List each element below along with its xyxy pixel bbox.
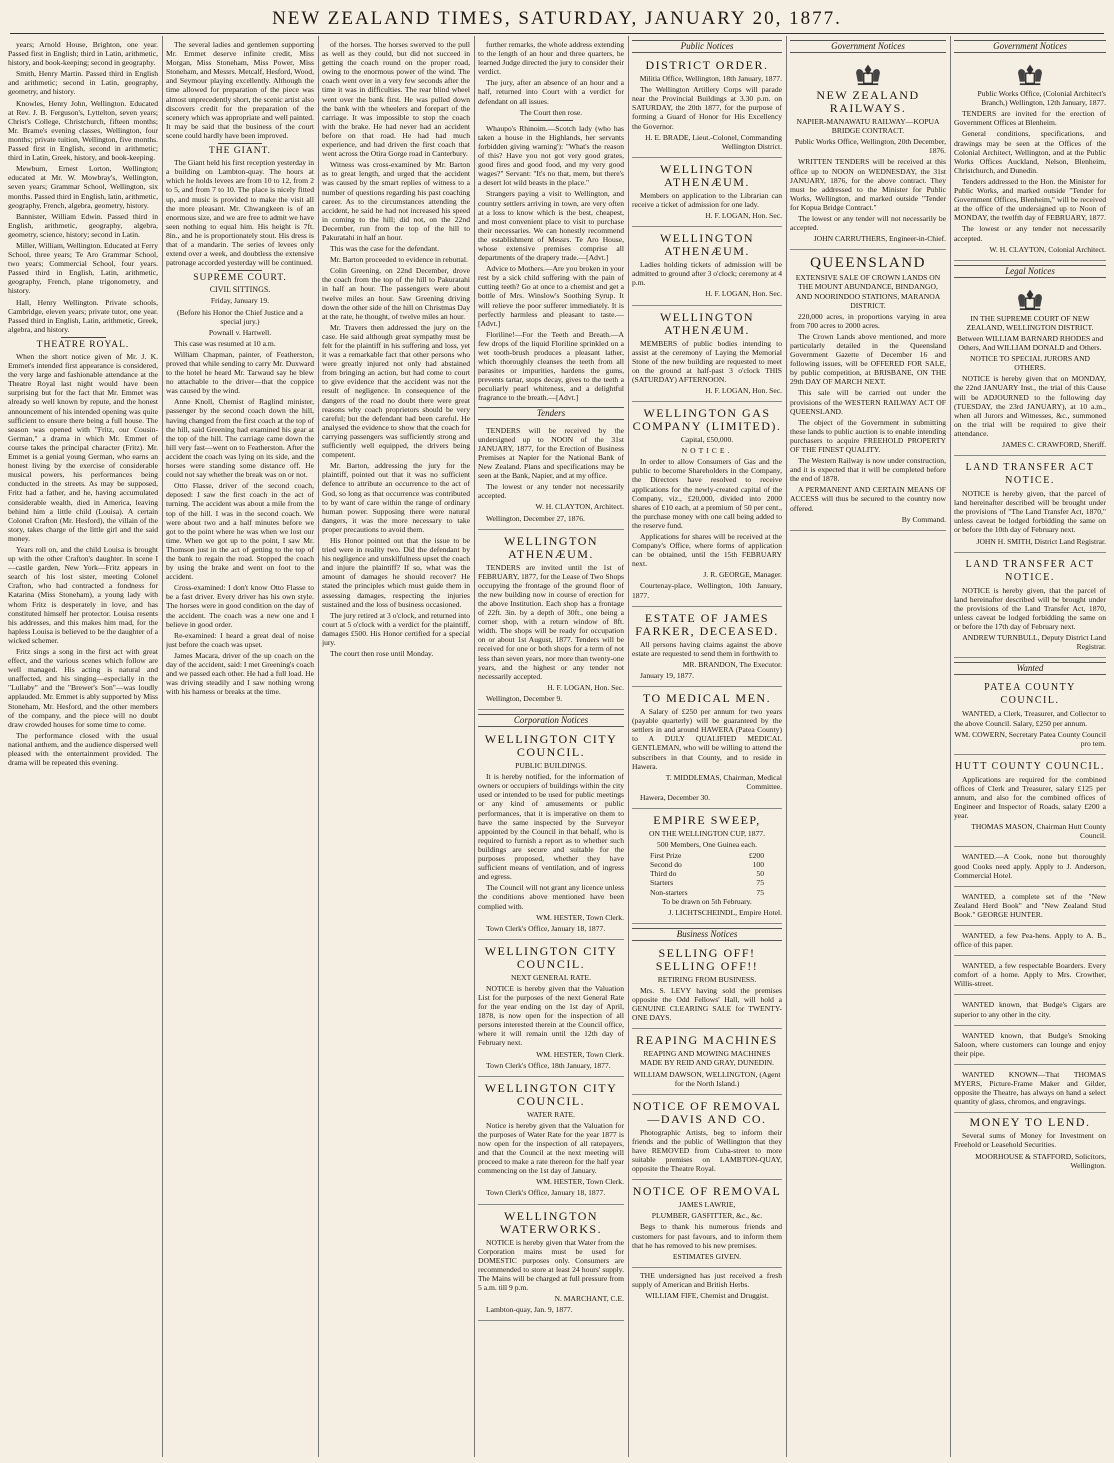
paragraph: WANTED, a complete set of the "New Zealand Herd Book" and "New Zealand Stud Book." GEORGE HUNTER. xyxy=(954,891,1106,919)
paragraph: Applications are required for the combined offices of Clerk and Treasurer, salary £125 per annum, and also for the combined offices of Engineer and Inspector of Roads, salary £200 a year. xyxy=(954,774,1106,821)
ad-title: NEW ZEALAND RAILWAYS. xyxy=(816,88,920,116)
signature: JOHN CARRUTHERS, Engineer-in-Chief. xyxy=(813,234,946,244)
court-heading: SUPREME COURT. xyxy=(193,273,287,284)
paragraph: 220,000 acres, in proportions varying in area from 700 acres to 2000 acres. xyxy=(790,311,946,330)
ad-title: WELLINGTON CITY COUNCIL. xyxy=(484,1080,618,1108)
paragraph: The performance closed with the usual national anthem, and the audience dispersed well pleased with the entertainment provided. The drama will be repeated this evening. xyxy=(8,730,158,768)
paragraph: MEMBERS of public bodies intending to assist at the ceremony of Laying the Memorial Stone of the new building are requested to meet on the ground at half-past 3 o'clock THIS (SATURDAY) AFTERNOON. xyxy=(632,338,782,384)
paragraph: In order to allow Consumers of Gas and the public to become Shareholders in the Company, the Directors have resolved to receive applications for the newly-created capital of the Company, viz., £20,000, divided into 2000 shares of £10 each, at a premium of 50 per cent., the purchase money with one call being added to the reserve fund. xyxy=(632,457,782,530)
masthead: NEW ZEALAND TIMES, SATURDAY, JANUARY 20, 1877. xyxy=(272,8,842,29)
column-7 xyxy=(954,40,1106,1457)
paragraph: WRITTEN TENDERS will be received at this office up to NOON on WEDNESDAY, the 31st JANUARY, 1876, for the above contract. They must be addressed to the Minister for Public Works, Wellington, and marked outside "Tender for Kopua Bridge Contract." xyxy=(790,157,946,212)
column-divider xyxy=(318,36,319,1457)
tender-ad xyxy=(478,424,624,530)
paragraph: Smith, Henry Martin. Passed third in English and arithmetic; second in Latin, geography, geometry, and history. xyxy=(8,69,158,97)
wanted-ad xyxy=(954,1029,1106,1065)
gas-company-ad xyxy=(632,405,782,607)
water-rate-ad xyxy=(478,1080,624,1205)
paragraph: This was the case for the defendant. xyxy=(330,244,440,254)
paragraph: The Council will not grant any licence unless the conditions above mentioned have been complied with. xyxy=(478,883,624,911)
ad-title: IN THE SUPREME COURT OF NEW ZEALAND, WELLINGTON DISTRICT. xyxy=(966,313,1094,332)
divider xyxy=(529,120,573,121)
prize-value: 75 xyxy=(756,878,764,888)
column-3 xyxy=(322,40,470,1457)
royal-crest-icon xyxy=(851,61,885,87)
ad-subtitle: Between WILLIAM BARNARD RHODES and Others, And WILLIAM DONALD and Others. xyxy=(956,333,1104,353)
court-subheading: CIVIL SITTINGS. xyxy=(209,285,271,295)
paragraph: Floriline!—For the Teeth and Breath.—A few drops of the liquid Floriline sprinkled on a wet tooth-brush produces a pleasant lather, which thoroughly cleanses the teeth from all parasites or impurities, hardens the gums, prevents tartar, stops decay, gives to the teeth a peculiarly pearl whiteness, and a delightful fragrance to the breath.—[Advt.] xyxy=(478,329,624,403)
royal-crest-icon xyxy=(1013,286,1047,312)
ad-subtitle: ON THE WELLINGTON CUP, 1877. xyxy=(648,828,765,838)
signature: MOORHOUSE & STAFFORD, Solicitors, Wellington. xyxy=(975,1151,1106,1170)
signature: WM. COWERN, Secretary Patea County Council pro tem. xyxy=(954,729,1106,748)
masthead-rule xyxy=(10,33,1104,34)
section-header-government: Government Notices xyxy=(790,40,946,53)
paragraph: NOTICE is hereby given that Water from the Corporation mains must be used for DOMESTIC purposes only. Consumers are recommended to store at least 24 hours' supply. The Mains will be charged at full pressure from 5 a.m. till 9 p.m. xyxy=(478,1237,624,1293)
signature: WM. HESTER, Town Clerk. xyxy=(536,1177,624,1187)
paragraph: The object of the Government in submitting these lands to public auction is to enable intending purchasers to acquire FREEHOLD PROPERTY OF THE FINEST QUALITY. xyxy=(790,417,946,454)
prize-row xyxy=(650,878,764,887)
paragraph: TENDERS will be received by the undersigned up to NOON of the 31st JANUARY, 1877, for the Erection of Business Premises at Napier for the National Bank of New Zealand. Plans and specifications may be seen at the Bank, Napier, and at my office. xyxy=(478,425,624,481)
signature: MR. BRANDON, The Executor. xyxy=(682,659,782,669)
land-transfer-ad xyxy=(954,556,1106,659)
paragraph: This sale will be carried out under the provisions of the WESTERN RAILWAY ACT OF QUEENSLAND. xyxy=(790,388,946,416)
divider xyxy=(218,143,262,144)
date-line: Militia Office, Wellington, 18th January, 1877. xyxy=(639,74,782,84)
date-line: Town Clerk's Office, January 18, 1877. xyxy=(486,923,606,933)
date-line: January 19, 1877. xyxy=(640,670,694,680)
column-divider xyxy=(162,36,163,1457)
date-line: Wellington, December 9. xyxy=(486,693,563,703)
exam-results xyxy=(8,40,158,334)
signature: WM. HESTER, Town Clerk. xyxy=(536,1049,624,1059)
paragraph: A Salary of £250 per annum for two years (payable quarterly) will be guaranteed by the settlers in and around HAWERA (Patea County) to A DULY QUALIFIED MEDICAL GENTLEMAN, who will be willing to attend the subscribers in that County, and to reside in Hawera. xyxy=(632,707,782,771)
column-4 xyxy=(478,40,624,1457)
ad-title: PATEA COUNTY COUNCIL. xyxy=(984,682,1076,707)
column-divider xyxy=(628,36,629,1457)
paragraph: Mrs. S. LEVY having sold the premises opposite the Odd Fellows' Hall, will hold a GENUINE CLEARING SALE for TWENTY-ONE DAYS. xyxy=(632,986,782,1023)
paragraph: Mr. Travers then addressed the jury on the case. He said although great sympathy must be felt for the plaintiff in his suffering and loss, yet it was a remarkable fact that other persons who were greatly injured not only had abstained from bringing an action, but had come to court to give evidence that the accident was not the result of negligence. In consequence of the dangers of the road no doubt there were great reasons why coach proprietors should be very careful; but the defendant had been careful. He analysed the evidence to show that the coach for carrying passengers was sufficiently strong and sufficiently well equipped, the drivers being competent. xyxy=(322,322,470,460)
paragraph: Knowles, Henry John, Wellington. Educated at Rev. J. B. Ferguson's, Lyttelton, seven years; Christ's College, Christchurch, fifteen months; Mr. Brame's evening classes, Wellington, four months; private tuition, Wellington, five months. Passed first in English, second in arithmetic; third in Latin, Greek, history, and book-keeping. xyxy=(8,98,158,163)
signature: JAMES C. CRAWFORD, Sheriff. xyxy=(1002,440,1106,449)
estate-ad xyxy=(632,610,782,687)
prize-label: First Prize xyxy=(650,851,682,861)
paragraph: Photographic Artists, beg to inform their friends and the public of Wellington that they have REMOVED from Cuba-street to more suitable premises on LAMBTON-QUAY, opposite the Theatre Royal. xyxy=(632,1127,782,1174)
date-line: Public Works Office, Wellington, 20th December, 1876. xyxy=(794,137,946,156)
column-divider xyxy=(950,36,951,1457)
prize-row xyxy=(650,851,764,860)
paragraph: Miller, William, Wellington. Educated at Ferry School, three years; Te Aro Grammar School, two years; Commercial School, four years. Passed third in English, Latin, arithmetic, geography, French, plane trigonometry, and history. xyxy=(8,240,158,296)
ad-title: WELLINGTON ATHENÆUM. xyxy=(659,231,755,259)
prize-value: £200 xyxy=(748,851,764,861)
divider xyxy=(61,337,106,338)
court-judge: (Before his Honor the Chief Justice and a special jury.) xyxy=(177,307,303,326)
medical-men-ad xyxy=(632,690,782,809)
ad-title: NOTICE OF REMOVAL xyxy=(632,1184,782,1199)
paragraph: TENDERS are invited until the 1st of FEBRUARY, 1877, for the Lease of Two Shops occupying the frontage of the ground floor of the new building now in course of erection for the above Institution. Each shop has a frontage of 22ft. 3in. by a depth of 30ft., one being a corner shop, with a return window of 8ft. width. The shops will be ready for occupation on or about 1st August, 1877. Tenders will be received for one or both shops for a term of not less than seven years, nor more than twenty-one years, and the highest or any tender not necessarily accepted. xyxy=(478,562,624,681)
paragraph: Cross-examined: I don't know Otto Flasse to be a fast driver. Every driver has his own style. The horses were in good condition on the day of the accident. The coach was a new one and I believe in good order. xyxy=(166,583,314,629)
column-divider xyxy=(786,36,787,1457)
ad-title: QUEENSLAND xyxy=(810,255,926,272)
signature: ANDREW TURNBULL, Deputy District Land Registrar. xyxy=(962,633,1106,652)
ad-subtitle: To be drawn on 5th February. xyxy=(662,896,752,906)
paragraph: A PERMANENT AND CERTAIN MEANS OF ACCESS will thus be secured to the country now offered. xyxy=(790,485,946,513)
paragraph: WANTED.—A Cook, none but thoroughly good Cooks need apply. Apply to J. Anderson, Commercial Hotel. xyxy=(954,852,1106,880)
ad-title: EMPIRE SWEEP, xyxy=(653,812,761,827)
royal-crest-icon xyxy=(1013,61,1047,87)
paragraph: Mewburn, Ernest Lorton, Wellington; educated at Mr. W. Mowbray's, Wellington, seven years; Grammar School, Wellington, six months. Passed third in English, latin, arithmetic, geography, French, algebra, geometry, history. xyxy=(8,164,158,210)
paragraph: Anne Knoll, Chemist of Raglind minister, passenger by the second coach down the hill, having changed from the first coach at the top of the hill, said Greening had examined his gear at the top of the hill. The carriage came down the hill very fast—went on to Featherston. After the accident the coach was lying on its side, and the horses were standing some distance off. He could not say whether the break was on or not. xyxy=(166,397,314,480)
patea-council-ad xyxy=(954,679,1106,754)
paragraph: Mr. Barton proceeded to evidence in rebuttal. xyxy=(330,255,468,265)
signature: By Command. xyxy=(901,514,946,524)
paragraph: Begs to thank his numerous friends and customers for past favours, and to inform them that he has removed to his new premises. xyxy=(632,1222,782,1250)
paragraph: The Western Railway is now under construction, and it is expected that it will be completed before the end of 1878. xyxy=(790,456,946,484)
paragraph: Whaupo's Rhinoim.—Scotch lady (who has taken a house in the Highlands, her servants forbidden giving warning'): "What's the reason of this? Have you not got very good grates, good fires and good food, and my very good wages?" Servant: "It's no that, mem, but there's a desert lot wild beasts in the place." xyxy=(478,123,624,188)
paragraph: General conditions, specifications, and drawings may be seen at the Offices of the Colonial Architect, Wellington, and at the Public Works Offices Auckland, Nelson, Blenheim, Christchurch, and Dunedin. xyxy=(954,129,1106,175)
paragraph: William Chapman, painter, of Featherston, proved that while sending to carry Mr. Duxward to the hotel he heard Mr. Tarwaud say he blew no attachable to the driver—that the coppice was caused by the wind. xyxy=(166,349,314,396)
paragraph: The lowest or any tender not necessarily accepted. xyxy=(954,224,1106,243)
section-header-public-notices: Public Notices xyxy=(632,40,782,53)
ad-title: WELLINGTON CITY COUNCIL. xyxy=(484,732,618,760)
general-rate-ad xyxy=(478,943,624,1077)
section-header-wanted: Wanted xyxy=(954,662,1106,675)
paragraph: The Wellington Artillery Corps will parade near the Provincial Buildings at 3.30 p.m. on SATURDAY, the 20th 1877, for the purpose of forming a Guard of Honor for His Excellency the Governor. xyxy=(632,85,782,131)
signature: WILLIAM DAWSON, WELLINGTON, (Agent for the North Island.) xyxy=(633,1069,781,1088)
removal-lawrie-ad xyxy=(632,1183,782,1268)
paragraph: NOTICE is hereby given that on MONDAY, the 22nd JANUARY Inst., the trial of this Cause will be ADJOURNED to the following day (TUESDAY, the 23rd JANUARY), at 10 a.m., when all Jurors and Witnesses, &c., summoned on the trial will be required to give their attendance. xyxy=(954,374,1106,438)
ad-subtitle: NEXT GENERAL RATE. xyxy=(511,972,591,982)
signature: J. R. GEORGE, Manager. xyxy=(703,570,782,580)
paragraph: NOTICE is hereby given, that the parcel of land hereinafter described will be brought under the provisions of "The Land Transfer Act, 1870," unless caveat be lodged forbidding the same on or before the 10th day of February next. xyxy=(954,489,1106,535)
wanted-ad xyxy=(954,1068,1106,1113)
ad-title: ESTATE OF JAMES FARKER, DECEASED. xyxy=(635,610,779,638)
selling-off-ad xyxy=(632,945,782,1029)
paragraph: WANTED KNOWN—That THOMAS MYERS, Picture-Frame Maker and Gilder, opposite the Theatre, has always on hand a select quantity of glass, chromos, and engravings. xyxy=(954,1069,1106,1107)
paragraph: Otto Flasse, driver of the second coach, deposed: I saw the first coach in the act of turning. The accident was about a mile from the top of the hill. I was in the second coach. We were about two and a half minutes before we got to the point where he was when we lost our time. When we got up to the point, I saw Mr. Thomson just in the act of getting to the top of the bank to regain the road. Stopped the coach by using the brake and went on foot to the accident. xyxy=(166,481,314,582)
ad-title: LAND TRANSFER ACT NOTICE. xyxy=(965,462,1095,487)
paragraph: Fritz sings a song in the first act with great effect, and the various scenes which follow are well managed. His acting is natural and unaffected, and his singing—especially in the "Lullaby" and the "Brewer's Son"—was loudly applauded. Mr. Emmet is ably supported by Miss Stoneham, Mr. Hesford, and the other members of the company, and the piece will no doubt draw crowded houses for some time to come. xyxy=(8,647,158,729)
paragraph: WANTED, a few respectable Boarders. Every comfort of a home. Apply to Mrs. Crowther, Willis-street. xyxy=(954,961,1106,989)
paragraph: It is hereby notified, for the information of owners or occupiers of buildings within the city used or intended to be used for public meetings or any kind of amusements or public performances, that it is imperative on them to have the same inspected by the Surveyor appointed by the Council in that behalf, who is required to furnish a report as to whether such buildings are secure and suitable for the purposes proposed, whether they have sufficient means of ventilation, and of ingress and egress. xyxy=(478,772,624,882)
column-1 xyxy=(8,40,158,1457)
prize-label: Non-starters xyxy=(650,887,688,897)
ad-title: LAND TRANSFER ACT NOTICE. xyxy=(965,558,1095,583)
signature: WM. HESTER, Town Clerk. xyxy=(536,912,624,922)
reaping-machines-ad xyxy=(632,1032,782,1094)
section-header-corporation: Corporation Notices xyxy=(478,714,624,727)
court-date: Friday, January 19. xyxy=(210,296,270,306)
paragraph: Several sums of Money for Investment on Freehold or Leasehold Securities. xyxy=(954,1131,1106,1150)
athenaeum-ad xyxy=(478,533,624,710)
prize-row xyxy=(650,869,764,878)
paragraph: The several ladies and gentlemen supporting Mr. Emmet deserve infinite credit, Miss Morgan, Miss Stoneham, Miss Power, Miss Stoneham, and Messrs. Metcalf, Hesford, Wood, and Seymour playing excellently. Although the time allowed for preparation of the piece was almost unprecedently short, the scenic artist also discovers credit for the preparation of the scenery which was appropriate and well painted. It may be said that the business of the court scene could hardly have been improved. xyxy=(166,40,314,140)
paragraph: The jury, after an absence of an hour and a half, returned into Court with a verdict for defendant on all issues. xyxy=(478,78,624,106)
date-line: Town Clerk's Office, 18th January, 1877. xyxy=(486,1060,611,1070)
section-header-business: Business Notices xyxy=(632,928,782,941)
date-line: Hawera, December 30. xyxy=(640,792,710,802)
ad-subtitle: WATER RATE. xyxy=(526,1109,576,1119)
ad-subtitle: PUBLIC BUILDINGS. xyxy=(515,761,587,771)
district-order-ad xyxy=(632,57,782,158)
paragraph: Years roll on, and the child Louisa is brought up with the other Crafton's daughter. In scene I—castle garden, New York—Fritz appears in search of his lost sister, meeting Colonel Crafton, who had contracted a fondness for Katarina (Miss Stoneham), a young lady with whom Fritz is desperately in love, and has constituted himself her protector. Louisa resents his addresses, and this makes him mad, for the hapless Louisa is believed to be the daughter of a wicked schemer. xyxy=(8,544,158,645)
paragraph: All persons having claims against the above estate are requested to send them in forthwith to xyxy=(632,639,782,658)
wanted-ad xyxy=(954,850,1106,886)
ad-subtitle: 500 Members, One Guinea each. xyxy=(657,840,757,850)
signature: W. H. CLAYTON, Architect. xyxy=(535,502,624,512)
herbs-ad xyxy=(632,1271,782,1300)
city-council-ad xyxy=(478,731,624,940)
paragraph: further remarks, the whole address extending to the length of an hour and three quarters, he learned Judge directed the jury to consider their verdict. xyxy=(478,40,624,77)
signature: THOMAS MASON, Chairman Hutt County Council. xyxy=(971,822,1106,841)
paragraph: years; Arnold House, Brighton, one year. Passed first in English; third in Latin, arithmetic, history, and book-keeping; second in geography. xyxy=(8,40,158,68)
signature: H. F. LOGAN, Hon. Sec. xyxy=(705,211,782,221)
ad-subtitle: NAPIER-MANAWATU RAILWAY—KOPUA BRIDGE CONTRACT. xyxy=(796,117,940,136)
date-line: Courtenay-place, Wellington, 10th January, 1877. xyxy=(632,581,782,600)
column-divider xyxy=(474,36,475,1457)
ad-title: TO MEDICAL MEN. xyxy=(642,691,772,706)
paragraph: WANTED known, that Budge's Smoking Saloon, where customers can lounge and enjoy their pipe. xyxy=(954,1030,1106,1058)
ad-title: WELLINGTON CITY COUNCIL. xyxy=(484,943,618,971)
date-line: Lambton-quay, Jan. 9, 1877. xyxy=(486,1305,573,1315)
ad-title: NOTICE OF REMOVAL—DAVIS AND CO. xyxy=(632,1098,782,1126)
land-transfer-ad xyxy=(954,459,1106,553)
ad-subtitle: NOTICE. xyxy=(681,446,733,456)
paragraph: When the short notice given of Mr. J. K. Emmet's intended first appearance is considered, the very large and fashionable attendance at the Theatre Royal last night would have been surprising but for the fact that Mr. Emmet was already so well known by repute, and the honest announcement of his intended opening was quite sufficient to ensure there being a full house. The season was opened with "Fritz, our Cousin-German," a drama in which Mr. Emmet of course takes the principal character (Fritz). Mr. Emmet is a genial young German, who earns an honest living by the exercise of considerable musical powers, his performances being conducted in the streets. As may be supposed, Fritz had a father, and he, having accumulated considerable wealth, died in America, leaving behind him a little child (Louisa). A certain Colonel Crafton (Mr. Hesford), the villain of the story, takes charge of the little girl and the said money. xyxy=(8,352,158,543)
paragraph: NOTICE is hereby given, that the parcel of land hereinafter described will be brought under the provisions of the Land Transfer Act, 1870, unless caveat be lodged forbidding the same on or before the 17th day of February next. xyxy=(954,585,1106,632)
ad-title: REAPING MACHINES xyxy=(636,1033,778,1048)
paragraph: His Honor pointed out that the issue to be tried were in reality two. Did the defendant by his negligence and unskilfulness upset the coach and injure the plaintiff? If so, what was the amount of damages he should recover? He stated the principles which must guide them in assessing damages, respecting the injuries sustained and the loss of business occasioned. xyxy=(322,535,470,609)
paragraph: The lowest or any tender will not necessarily be accepted. xyxy=(790,214,946,233)
theatre-heading: THEATRE ROYAL. xyxy=(36,339,130,350)
date-line: Wellington, December 27, 1876. xyxy=(486,513,585,523)
ad-subtitle: PLUMBER, GASFITTER, &c., &c. xyxy=(651,1211,763,1221)
prize-label: Starters xyxy=(650,878,674,888)
paragraph: Witness was cross-examined by Mr. Barton as to great length, and urged that the accident was caused by the smart replies of witness to a number of questions regarding his past coaching career. As to the circumstances attending the accident, he said he had not increased his speed in coming to the hill; did not, on the 22nd December, run from the top of the hill to Pakuratahi in half an hour. xyxy=(322,160,470,242)
paragraph: Mr. Barton, addressing the jury for the plaintiff, pointed out that it was no sufficient defence to attribute an occurrence to the act of God, so long as that occurrence was contributed to by want of care within the range of ordinary human power. Supposing there were natural dangers, it was the more necessary to take proper precautions to avoid them. xyxy=(322,461,470,534)
waterworks-ad xyxy=(478,1208,624,1322)
prize-label: Second do xyxy=(650,860,682,870)
athenaeum-ladies-ad xyxy=(632,230,782,305)
ad-subtitle: RETIRING FROM BUSINESS. xyxy=(657,974,757,984)
prize-row xyxy=(650,888,764,897)
wanted-ad xyxy=(954,929,1106,956)
paragraph: NOTICE is hereby given that the Valuation List for the purposes of the next General Rate for the year ending on the 1st day of April, 1878, is now open for the inspection of all persons interested therein at the Council office, where it will remain until the 12th day of February next. xyxy=(478,983,624,1048)
athenaeum-members-ad xyxy=(632,309,782,403)
money-to-lend-ad xyxy=(954,1116,1106,1169)
section-header-legal: Legal Notices xyxy=(954,265,1106,278)
prize-table xyxy=(632,851,782,896)
signature: T. MIDDLEMAS, Chairman, Medical Committee. xyxy=(665,772,782,791)
prize-label: Third do xyxy=(650,869,677,879)
paragraph: WANTED, a few Pea-hens. Apply to A. B., office of this paper. xyxy=(954,931,1106,950)
queensland-sale-ad xyxy=(790,253,946,530)
column-5 xyxy=(632,40,782,1457)
column-2 xyxy=(166,40,314,1457)
ad-title: WELLINGTON GAS COMPANY (LIMITED). xyxy=(632,406,782,434)
paragraph: Re-examined: I heard a great deal of noise just before the coach was upset. xyxy=(166,630,314,649)
paragraph: of the horses. The horses swerved to the pull as well as they could, but did not succeed in getting the coach round on the proper road, owing to the enormous power of the wind. The coach went over in a very few seconds after the time it was in difficulties. The rear blind wheel went over the bank first. He was pulled down the bank with the wheelers and forepart of the carriage. It was impossible to stop the coach with the brake. He had never had an accident before on that road. He had had much experience, and had driven the first coach that went across the Otira Gorge road in Canterbury. xyxy=(322,40,470,159)
paragraph: TENDERS are invited for the erection of Government Offices at Blenheim. xyxy=(954,109,1106,128)
paragraph: Ladies holding tickets of admission will be admitted to ground after 3 o'clock; ceremony at 4 p.m. xyxy=(632,260,782,288)
athenaeum-ticket-ad xyxy=(632,161,782,227)
ad-title: WELLINGTON ATHENÆUM. xyxy=(659,309,755,337)
ad-title: MONEY TO LEND. xyxy=(969,1115,1091,1130)
ad-title: SELLING OFF! SELLING OFF!! xyxy=(655,945,759,973)
signature: N. MARCHANT, C.E. xyxy=(554,1294,624,1304)
paragraph: Bannister, William Edwin. Passed third in English, arithmetic, geography, algebra, geometry, science, history; second in Latin. xyxy=(8,211,158,239)
ad-title: WELLINGTON ATHENÆUM. xyxy=(503,533,599,561)
paragraph: WANTED known, that Budge's Cigars are superior to any other in the city. xyxy=(954,1000,1106,1019)
public-works-ad xyxy=(954,57,1106,261)
ad-subtitle: Capital, £50,000. xyxy=(680,435,734,445)
prize-row xyxy=(650,860,764,869)
paragraph: THE undersigned has just received a fresh supply of American and British Herbs. xyxy=(632,1270,782,1289)
paragraph: The jury retired at 3 o'clock, and returned into court at 5 o'clock with a verdict for the plaintiff, damages £500. His Honor certified for a special jury. xyxy=(322,610,470,647)
signature: J. LICHTSCHEINDL, Empire Hotel. xyxy=(668,907,782,917)
paragraph: Colin Greening, on 22nd December, drove the coach from the top of the hill to Pakuratahi in half an hour. The passengers were about twelve miles an hour. Saw Greening driving down the other side of the hill on Christmas Day at the rate, he thought, of twelve miles an hour. xyxy=(322,266,470,321)
ad-title: WELLINGTON ATHENÆUM. xyxy=(659,161,755,189)
signature: H. F. LOGAN, Hon. Sec. xyxy=(547,682,624,692)
paragraph: The court then rose until Monday. xyxy=(330,649,434,659)
paragraph: WANTED, a Clerk, Treasurer, and Collector to the above Council. Salary, £250 per annum. xyxy=(954,709,1106,728)
section-header-government: Government Notices xyxy=(954,40,1106,53)
ad-subtitle: JAMES LAWRIE, xyxy=(678,1200,736,1210)
paragraph: The Giant held his first reception yesterday in a building on Lambton-quay. The hours at which he holds levees are from 10 to 12, from 2 to 5, and from 7 to 10. The place is nicely fitted up, and music is provided to make the visit all the more pleasant. Mr. Chwangkeen is of an enormous size, and we are free to admit we have seen nothing to equal him. His height is 7ft. 8in., and he is proportionately stout. His dress is that of a mandarin. The series of levees only extend over a week, and doubtless the extensive patronage accorded yesterday will be continued. xyxy=(166,158,314,268)
paragraph: Hall, Henry Wellington. Private schools, Cambridge, eleven years; private tutor, one year. Passed third in English, Latin, arithmetic, Greek, algebra, and history. xyxy=(8,297,158,334)
giant-heading: THE GIANT. xyxy=(208,146,272,157)
paragraph: James Macara, driver of the up coach on the day of the accident, said: I met Greening's coach and we passed each other. He had a full load. He was driving steadily and I saw nothing wrong with his harness or breaks at the time. xyxy=(166,650,314,697)
signature: H. F. LOGAN, Hon. Sec. xyxy=(705,289,782,299)
railways-ad xyxy=(790,57,946,250)
divider xyxy=(218,270,262,271)
ad-subtitle: NOTICE TO SPECIAL JURORS AND OTHERS. xyxy=(969,354,1091,373)
paragraph: The Crown Lands above mentioned, and more particularly detailed in the Queensland Government Gazette of December 16 and following issues, will be OFFERED FOR SALE, by public competition, at BRISBANE, ON THE 29th DAY OF MARCH NEXT. xyxy=(790,331,946,387)
wanted-ad xyxy=(954,998,1106,1025)
ad-title: WELLINGTON WATERWORKS. xyxy=(499,1208,603,1236)
signature: WILLIAM FIFE, Chemist and Druggist. xyxy=(645,1290,769,1300)
signature: H. E. BRADE, Lieut.-Colonel, Commanding Wellington District. xyxy=(645,132,782,151)
ad-title: HUTT COUNTY COUNCIL. xyxy=(955,760,1105,772)
paragraph: Members on application to the Librarian can receive a ticket of admission for one lady. xyxy=(632,190,782,209)
paragraph: This case was resumed at 10 a.m. xyxy=(174,338,276,348)
paragraph: The lowest or any tender not necessarily accepted. xyxy=(478,482,624,501)
court-case: Pownall v. Hartwell. xyxy=(208,327,272,337)
ad-subtitle: EXTENSIVE SALE OF CROWN LANDS ON THE MOUNT ABUNDANCE, BINDANGO, AND NOORINDOO STATIONS, MARANOA DISTRICT. xyxy=(795,273,941,310)
paragraph: The Court then rose. xyxy=(519,107,583,117)
section-header-tenders: Tenders xyxy=(478,407,624,420)
wanted-ad xyxy=(954,890,1106,926)
empire-sweep-ad xyxy=(632,812,782,924)
supreme-court-ad xyxy=(954,282,1106,456)
signature: JOHN H. SMITH, District Land Registrar. xyxy=(976,536,1106,546)
prize-value: 50 xyxy=(756,869,764,879)
wanted-ad xyxy=(954,959,1106,995)
date-line: Town Clerk's Office, January 18, 1877. xyxy=(486,1188,606,1198)
prize-value: 75 xyxy=(756,887,764,897)
paragraph: Strangers paying a visit to Wellington, and country settlers arriving in town, are very often at a loss to know which is the best, cheapest, and most convenient place to visit to purchase their necessaries. We can honestly recommend the establishment of Messrs. Te Aro House, whose extensive premises comprise all departments of the drapery trade.—[Advt.] xyxy=(478,189,624,263)
ad-subtitle: ESTIMATES GIVEN. xyxy=(672,1251,742,1261)
paragraph: Notice is hereby given that the Valuation for the purposes of Water Rate for the year 1877 is now open for the inspection of all ratepayers, and that the Council at the next meeting will proceed to make a rate thereon for the half year commencing on the 1st day of January. xyxy=(478,1120,624,1176)
removal-davis-ad xyxy=(632,1098,782,1180)
column-6 xyxy=(790,40,946,1457)
prize-value: 100 xyxy=(752,860,764,870)
paragraph: Applications for shares will be received at the Company's Office, where forms of application can be obtained, until the 15th FEBRUARY next. xyxy=(632,532,782,569)
paragraph: Advice to Mothers.—Are you broken in your rest by a sick child suffering with the pain of cutting teeth? Go at once to a chemist and get a bottle of Mrs. Winslow's Soothing Syrup. It will relieve the poor sufferer immediately. It is perfectly harmless and pleasant to taste.—[Advt.] xyxy=(478,264,624,328)
date-line: Public Works Office, (Colonial Architect's Branch,) Wellington, 12th January, 1877. xyxy=(977,89,1106,108)
signature: H. F. LOGAN, Hon. Sec. xyxy=(705,385,782,395)
paragraph: Tenders addressed to the Hon. the Minister for Public Works, and marked outside "Tender for Government Offices, Blenheim," will be received at the office of the undersigned up to Noon of MONDAY, the twelfth day of FEBRUARY, 1877. xyxy=(954,176,1106,223)
signature: W. H. CLAYTON, Colonial Architect. xyxy=(989,244,1106,254)
paragraph: REAPING AND MOWING MACHINES MADE BY REID AND GRAY, DUNEDIN. xyxy=(639,1049,775,1068)
hutt-council-ad xyxy=(954,758,1106,848)
ad-title: DISTRICT ORDER. xyxy=(645,58,769,73)
